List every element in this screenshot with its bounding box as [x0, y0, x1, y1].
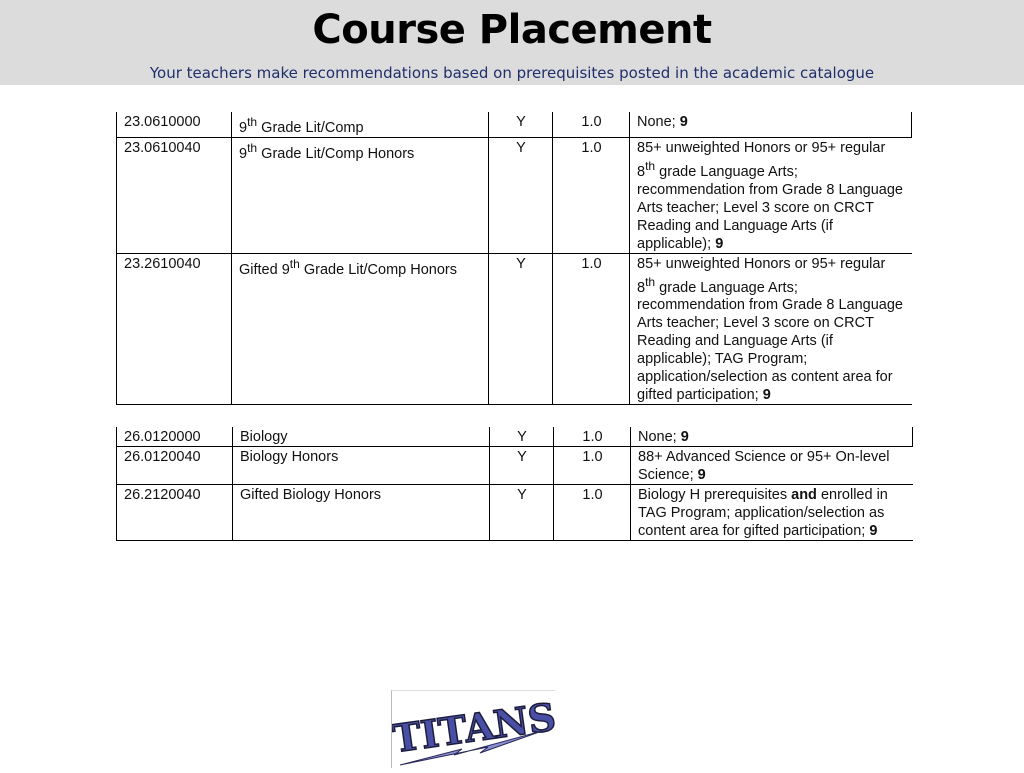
- titans-logo-graphic: [392, 691, 555, 768]
- course-prerequisite-cell: Biology H prerequisites and enrolled in TAG Program; application/selection as content area for gifted participation; 9: [631, 485, 913, 541]
- course-row: [117, 137, 912, 253]
- course-credit-cell: 1.0: [553, 112, 630, 137]
- course-prerequisite-cell: 85+ unweighted Honors or 95+ regular 8th grade Language Arts; recommendation from Grade 8 Language Arts teacher; Level 3 score on CRCT Reading and Language Arts (if applicable); TAG Program; application/selection as content area for gifted participation; 9: [630, 253, 912, 405]
- course-flag-cell: Y: [490, 485, 554, 541]
- lit-comp-course-table: [116, 112, 912, 405]
- course-flag-cell: Y: [489, 253, 553, 405]
- course-name-cell: Biology: [233, 427, 490, 447]
- course-name-cell: Gifted 9th Grade Lit/Comp Honors: [232, 253, 489, 405]
- biology-course-table: [116, 427, 913, 541]
- course-name-cell: 9th Grade Lit/Comp: [232, 112, 489, 137]
- page-subtitle: Your teachers make recommendations based on prerequisites posted in the academic catalogue: [149, 64, 875, 82]
- course-flag-cell: Y: [490, 427, 554, 447]
- titans-logo: [391, 690, 555, 768]
- course-row: [117, 427, 913, 447]
- course-code-cell: 26.0120040: [117, 447, 233, 485]
- course-credit-cell: 1.0: [553, 253, 630, 405]
- course-prerequisite-cell: 88+ Advanced Science or 95+ On-level Science; 9: [631, 447, 913, 485]
- course-credit-cell: 1.0: [553, 137, 630, 253]
- course-credit-cell: 1.0: [554, 485, 631, 541]
- course-code-cell: 23.2610040: [117, 253, 232, 405]
- course-row: [117, 112, 912, 137]
- course-credit-cell: 1.0: [554, 447, 631, 485]
- course-code-cell: 23.0610000: [117, 112, 232, 137]
- course-code-cell: 26.2120040: [117, 485, 233, 541]
- course-row: [117, 253, 912, 405]
- course-code-cell: 23.0610040: [117, 137, 232, 253]
- course-code-cell: 26.0120000: [117, 427, 233, 447]
- slide-header: [0, 0, 1024, 85]
- course-flag-cell: Y: [489, 137, 553, 253]
- course-name-cell: 9th Grade Lit/Comp Honors: [232, 137, 489, 253]
- course-name-cell: Biology Honors: [233, 447, 490, 485]
- course-name-cell: Gifted Biology Honors: [233, 485, 490, 541]
- course-row: [117, 485, 913, 541]
- course-flag-cell: Y: [490, 447, 554, 485]
- course-prerequisite-cell: 85+ unweighted Honors or 95+ regular 8th grade Language Arts; recommendation from Grade 8 Language Arts teacher; Level 3 score on CRCT Reading and Language Arts (if applicable); 9: [630, 137, 912, 253]
- course-prerequisite-cell: None; 9: [631, 427, 913, 447]
- course-credit-cell: 1.0: [554, 427, 631, 447]
- course-prerequisite-cell: None; 9: [630, 112, 912, 137]
- course-flag-cell: Y: [489, 112, 553, 137]
- course-row: [117, 447, 913, 485]
- titans-logo-text: TITANS: [392, 693, 555, 762]
- page-title: Course Placement: [312, 7, 712, 53]
